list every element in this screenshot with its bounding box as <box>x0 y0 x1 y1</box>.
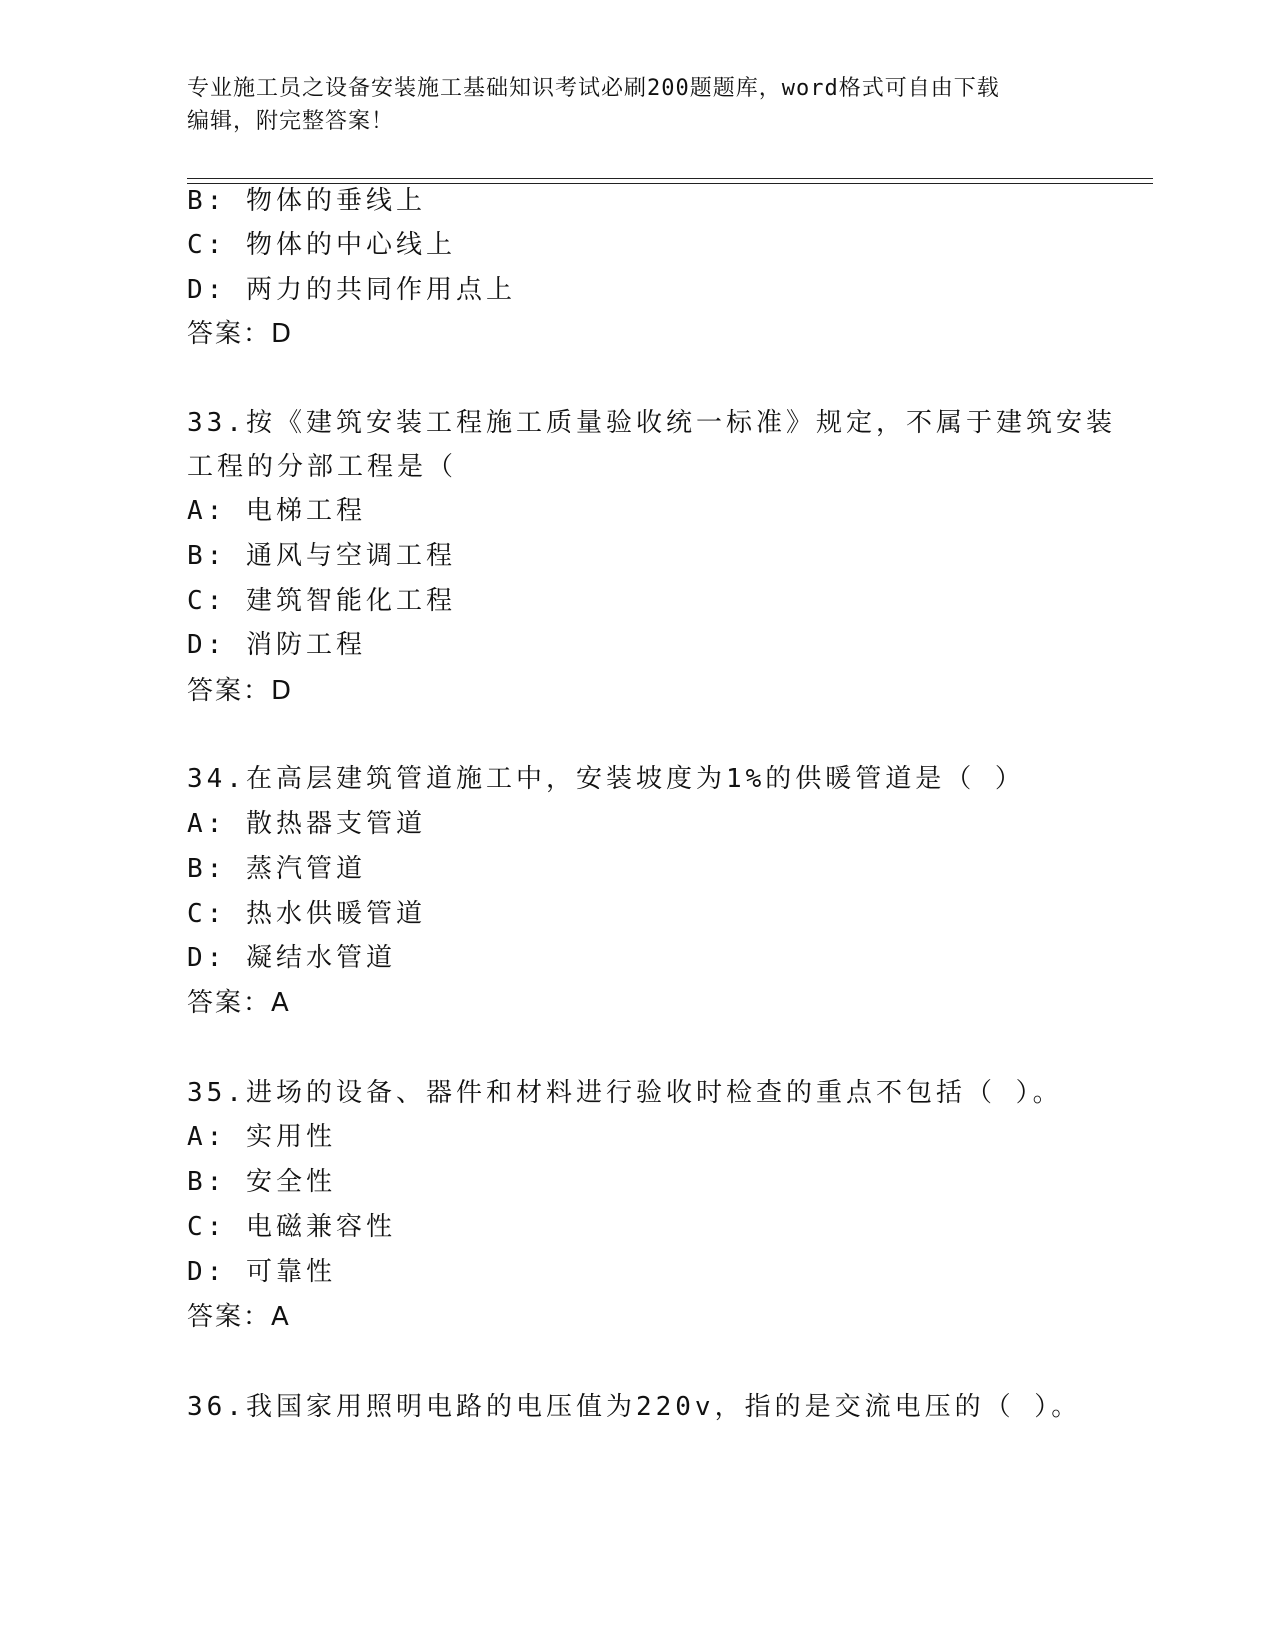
question-36-stem: 36.我国家用照明电路的电压值为220v，指的是交流电压的（ ）。 <box>187 1392 1082 1422</box>
question-34-option-c: C: 热水供暖管道 <box>187 899 426 929</box>
question-35-stem: 35.进场的设备、器件和材料进行验收时检查的重点不包括（ ）。 <box>187 1078 1063 1108</box>
question-35-option-d: D: 可靠性 <box>187 1257 336 1287</box>
question-34-option-d: D: 凝结水管道 <box>187 943 396 973</box>
header-divider-top <box>187 178 1153 179</box>
header-title-line-2: 编辑，附完整答案！ <box>187 109 395 134</box>
answer-line: 答案：D <box>187 319 294 349</box>
question-33-stem-continued: 工程的分部工程是（ <box>187 452 458 482</box>
question-35-option-b: B: 安全性 <box>187 1167 336 1197</box>
question-34-stem: 34.在高层建筑管道施工中，安装坡度为1%的供暖管道是（ ） <box>187 764 1025 794</box>
question-33-answer: 答案：D <box>187 676 294 706</box>
question-33-option-c: C: 建筑智能化工程 <box>187 586 456 616</box>
document-header <box>187 72 1087 138</box>
question-35-answer: 答案：A <box>187 1302 291 1332</box>
header-title-line-1: 专业施工员之设备安装施工基础知识考试必刷200题题库，word格式可自由下载 <box>187 76 1000 101</box>
question-33-option-d: D: 消防工程 <box>187 630 366 660</box>
question-34-option-b: B: 蒸汽管道 <box>187 854 366 884</box>
header-divider-bottom <box>187 183 1153 184</box>
question-33-stem: 33.按《建筑安装工程施工质量验收统一标准》规定，不属于建筑安装 <box>187 408 1116 438</box>
question-35-option-a: A: 实用性 <box>187 1122 336 1152</box>
option-b: B: 物体的垂线上 <box>187 186 426 216</box>
question-33-option-a: A: 电梯工程 <box>187 496 366 526</box>
option-c: C: 物体的中心线上 <box>187 230 456 260</box>
question-33-option-b: B: 通风与空调工程 <box>187 541 456 571</box>
option-d: D: 两力的共同作用点上 <box>187 275 516 305</box>
question-35-option-c: C: 电磁兼容性 <box>187 1212 396 1242</box>
question-34-option-a: A: 散热器支管道 <box>187 809 426 839</box>
question-34-answer: 答案：A <box>187 988 291 1018</box>
